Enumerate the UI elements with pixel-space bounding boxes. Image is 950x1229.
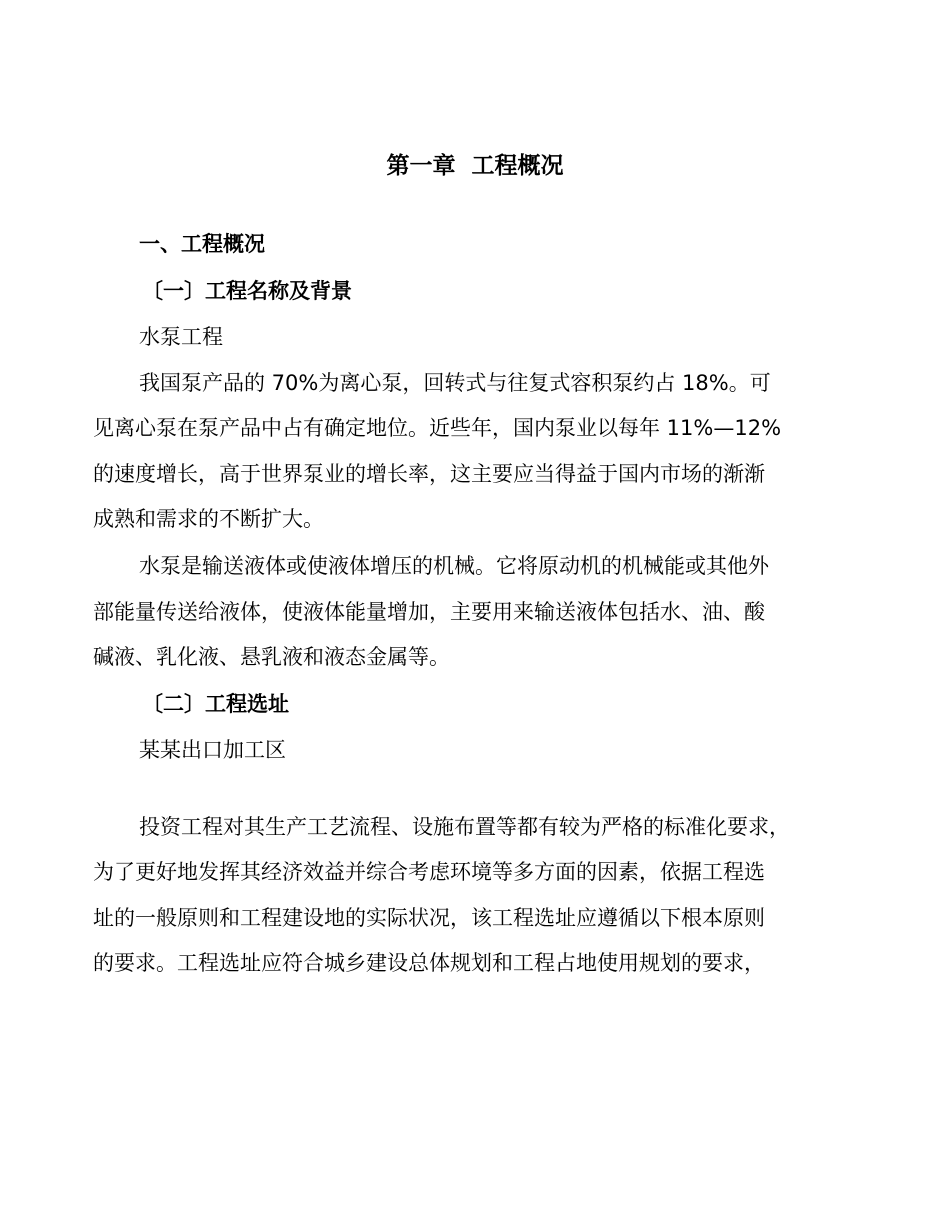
paragraph-line: 碱液、乳化液、悬乳液和液态金属等。: [93, 645, 450, 669]
chapter-title: 第一章 工程概况: [386, 153, 564, 179]
project-name: 水泵工程: [139, 325, 223, 349]
paragraph-line: 部能量传送给液体，使液体能量增加，主要用来输送液体包括水、油、酸: [93, 600, 765, 624]
paragraph-line: 的要求。工程选址应符合城乡建设总体规划和工程占地使用规划的要求，: [93, 951, 765, 975]
site-name: 某某出口加工区: [139, 738, 286, 762]
paragraph-line: 见离心泵在泵产品中占有确定地位。近些年，国内泵业以每年 11%—12%: [93, 416, 782, 440]
paragraph-line: 的速度增长，高于世界泵业的增长率，这主要应当得益于国内市场的渐渐: [93, 462, 765, 486]
paragraph-line: 成熟和需求的不断扩大。: [93, 507, 324, 531]
paragraph-line: 址的一般原则和工程建设地的实际状况，该工程选址应遵循以下根本原则: [93, 906, 765, 930]
subsection-heading-site: 〔二〕工程选址: [142, 692, 289, 716]
paragraph-line: 为了更好地发挥其经济效益并综合考虑环境等多方面的因素，依据工程选: [93, 860, 765, 884]
paragraph-line: 我国泵产品的 70%为离心泵，回转式与往复式容积泵约占 18%。可: [139, 371, 771, 395]
section-heading: 一、工程概况: [139, 232, 265, 256]
paragraph-line: 水泵是输送液体或使液体增压的机械。它将原动机的机械能或其他外: [139, 554, 769, 578]
subsection-heading-name-background: 〔一〕工程名称及背景: [142, 279, 352, 303]
paragraph-line: 投资工程对其生产工艺流程、设施布置等都有较为严格的标准化要求，: [139, 815, 790, 839]
